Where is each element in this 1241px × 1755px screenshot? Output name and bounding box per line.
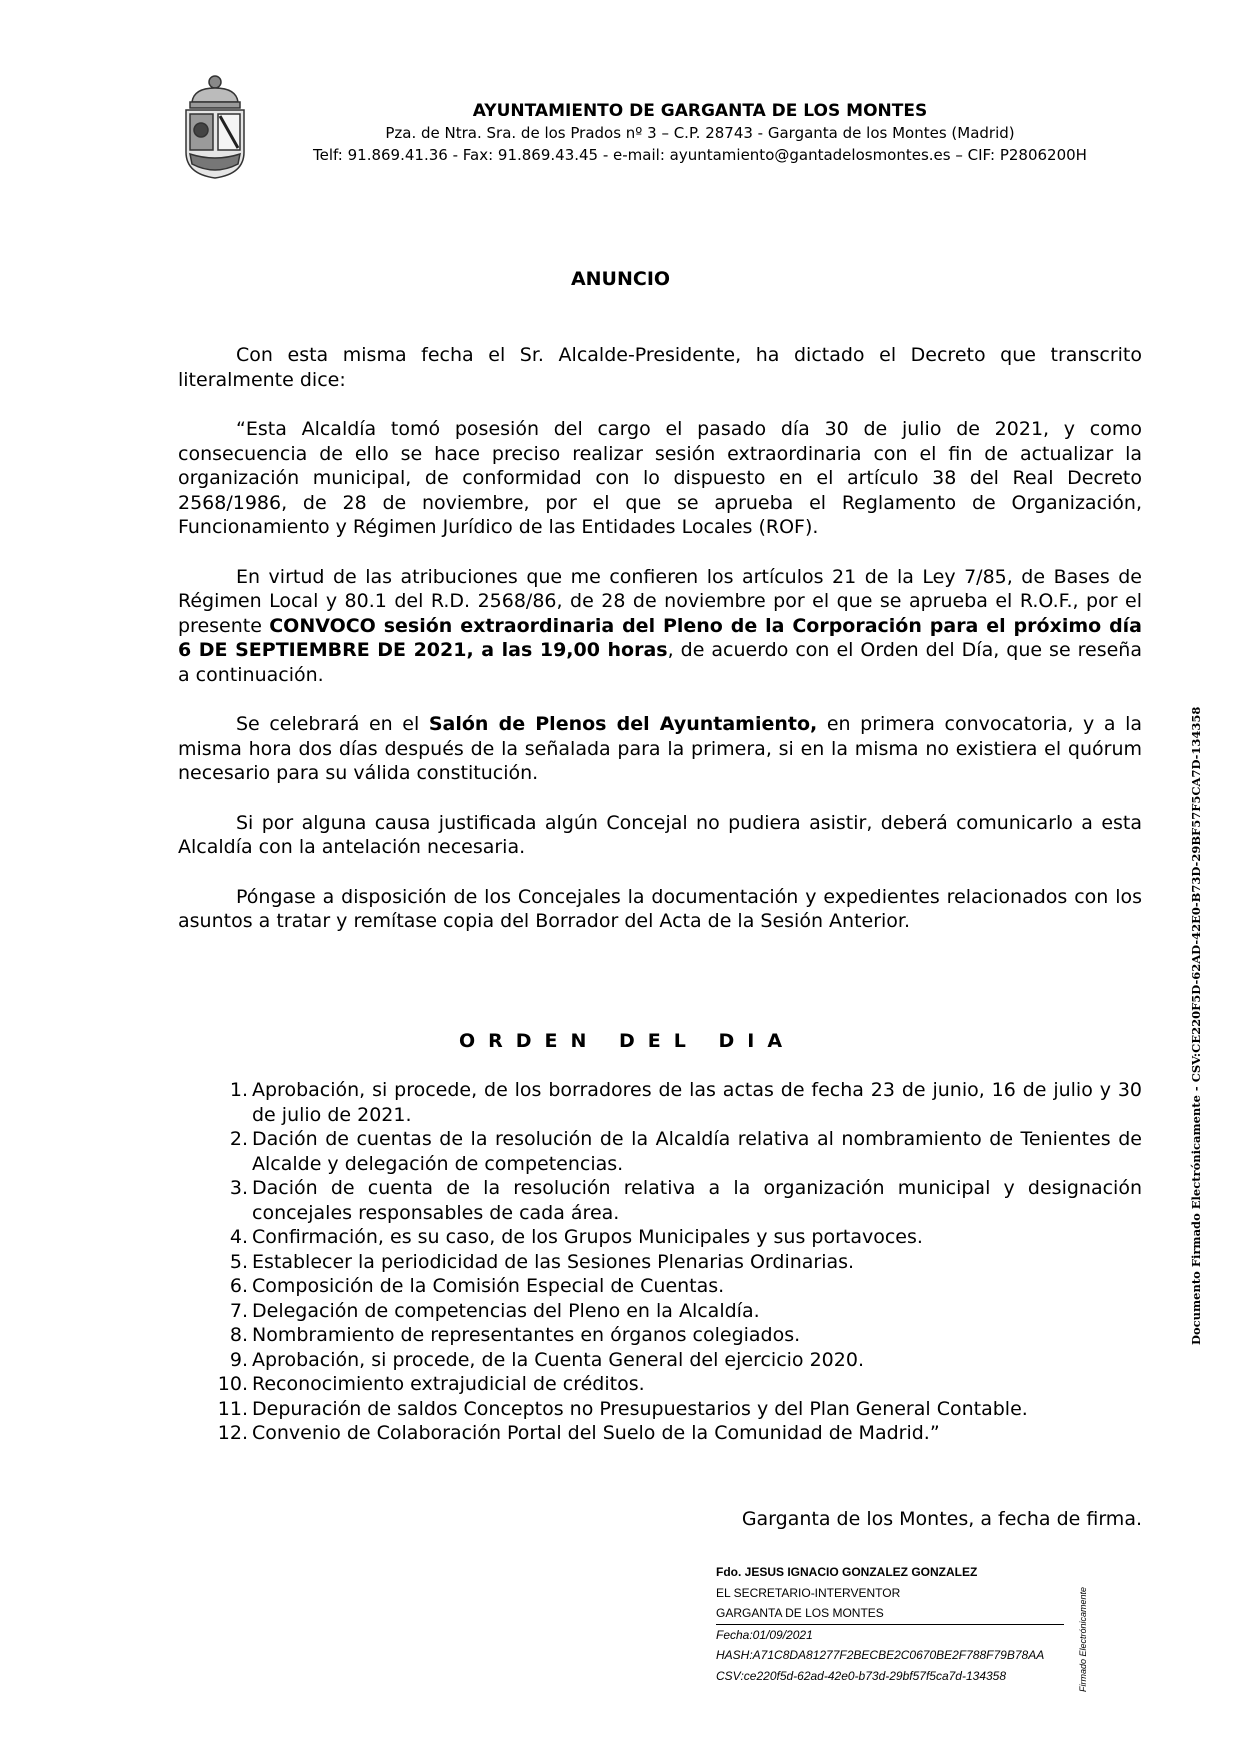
organization-name: AYUNTAMIENTO DE GARGANTA DE LOS MONTES [472,101,928,121]
agenda-item [204,1323,1142,1348]
agenda-title: ORDEN DEL DIA [458,1030,796,1052]
organization-contact: Telf: 91.869.41.36 - Fax: 91.869.43.45 - e-mail: ayuntamiento@gantadelosmontes.es – CIF: P2806200H [313,146,1087,164]
signature-date: Fecha:01/09/2021 [716,1627,813,1642]
convocation-text-after: , de acuerdo con el Orden del Día, que se reseña a continuación. [178,639,1142,686]
intro-paragraph: Con esta misma fecha el Sr. Alcalde-Presidente, ha dictado el Decreto que transcrito literalmente dice: [178,344,1142,391]
agenda-item-text: Composición de la Comisión Especial de Cuentas. [252,1275,725,1297]
agenda-item-text: Dación de cuenta de la resolución relativa a la organización municipal y designación concejales responsables de cada área. [252,1177,1142,1224]
agenda-item-text: Aprobación, si procede, de la Cuenta General del ejercicio 2020. [252,1348,864,1371]
agenda-item [204,1250,1142,1275]
agenda-item-text: Delegación de competencias del Pleno en la Alcaldía. [252,1299,760,1322]
announcement-body [178,343,1142,959]
closing-line: Garganta de los Montes, a fecha de firma. [741,1508,1142,1530]
municipal-crest-logo [180,72,250,180]
agenda-item-text: Depuración de saldos Conceptos no Presupuestarios y del Plan General Contable. [252,1397,1028,1420]
venue-paragraph [178,712,1142,786]
agenda-item-number: 10. [217,1373,248,1395]
agenda-item [204,1127,1142,1176]
letterhead [280,100,1120,166]
documents-paragraph: Póngase a disposición de los Concejales la documentación y expedientes relacionados con los asuntos a tratar y remítase copia del Borrador del Acta de la Sesión Anterior. [178,885,1142,932]
agenda-item [204,1274,1142,1299]
agenda-item-text: Reconocimiento extrajudicial de créditos. [252,1373,645,1395]
absence-paragraph: Si por alguna causa justificada algún Concejal no pudiera asistir, deberá comunicarlo a esta Alcaldía con la antelación necesaria. [178,811,1142,858]
signature-hash: HASH:A71C8DA81277F2BECBE2C0670BE2F788F79B78AA [716,1648,1045,1662]
organization-address: Pza. de Ntra. Sra. de los Prados nº 3 – C.P. 28743 - Garganta de los Montes (Madrid) [385,124,1015,142]
agenda-item-text: Nombramiento de representantes en órganos colegiados. [252,1324,801,1346]
agenda-item-text: Aprobación, si procede, de los borradores de las actas de fecha 23 de junio, 16 de julio y 30 de julio de 2021. [252,1079,1142,1126]
signer-role: EL SECRETARIO-INTERVENTOR [716,1585,901,1600]
agenda-item-number: 4. [229,1226,248,1248]
agenda-item [204,1225,1142,1250]
signature-block [716,1562,1064,1686]
convocation-highlight: CONVOCO sesión extraordinaria del Pleno de la Corporación para el próximo día 6 DE SEPTIEMBRE DE 2021, a las 19,00 horas [178,614,1142,661]
page-title: ANUNCIO [570,268,671,290]
convocation-text-before: En virtud de las atribuciones que me confieren los artículos 21 de la Ley 7/85, de Bases de Régimen Local y 80.1 del R.D. 2568/86, de 28 de noviembre por el que se aprueba el R.O.F., por el presente [178,565,1142,637]
agenda-item-text: Dación de cuentas de la resolución de la Alcaldía relativa al nombramiento de Tenientes de Alcalde y delegación de competencias. [252,1128,1142,1175]
signer-name: Fdo. JESUS IGNACIO GONZALEZ GONZALEZ [716,1565,978,1579]
agenda-item-number: 9. [229,1348,248,1371]
agenda-item-text: Confirmación, es su caso, de los Grupos Municipales y sus portavoces. [252,1226,923,1248]
agenda-item [204,1397,1142,1422]
decree-paragraph: “Esta Alcaldía tomó posesión del cargo el pasado día 30 de julio de 2021, y como consecuencia de ello se hace preciso realizar sesión extraordinaria con el fin de actualizar la organización municipal, de conformidad con lo dispuesto en el artículo 38 del Real Decreto 2568/1986, de 28 de noviembre, por el que se aprueba el Reglamento de Organización, Funcionamiento y Régimen Jurídico de las Entidades Locales (ROF). [178,418,1142,538]
signer-entity: GARGANTA DE LOS MONTES [716,1603,1064,1625]
agenda-item [204,1078,1142,1127]
signature-csv: CSV:ce220f5d-62ad-42e0-b73d-29bf57f5ca7d-134358 [716,1668,1007,1683]
agenda-item-number: 11. [217,1397,248,1420]
agenda-item [204,1348,1142,1373]
agenda-item-number: 7. [229,1299,248,1322]
agenda-item-text: Establecer la periodicidad de las Sesiones Plenarias Ordinarias. [252,1250,855,1273]
agenda-item-number: 6. [229,1275,248,1297]
agenda-item-number: 3. [229,1177,248,1199]
agenda-list [204,1078,1142,1446]
venue-highlight: Salón de Plenos del Ayuntamiento, [428,713,818,735]
agenda-item [204,1421,1142,1446]
agenda-item-number: 8. [229,1324,248,1346]
convocation-paragraph [178,565,1142,688]
agenda-item-number: 2. [229,1128,248,1150]
agenda-item-number: 1. [229,1079,248,1101]
agenda-item-text: Convenio de Colaboración Portal del Suelo de la Comunidad de Madrid.” [252,1422,940,1444]
side-csv-label: Documento Firmado Electrónicamente - CSV:CE220F5D-62AD-42E0-B73D-29BF57F5CA7D-134358 [1189,706,1203,1345]
agenda-item-number: 12. [217,1422,248,1444]
agenda-item-number: 5. [229,1250,248,1273]
agenda-item [204,1176,1142,1225]
agenda-item [204,1299,1142,1324]
venue-text-after: en primera convocatoria, y a la misma hora dos días después de la señalada para la primera, si en la misma no existiera el quórum necesario para su válida constitución. [178,713,1143,784]
agenda-item [204,1372,1142,1397]
signature-vertical-label: Firmado Electrónicamente [1078,1586,1088,1692]
venue-text-before: Se celebrará en el [236,713,429,735]
